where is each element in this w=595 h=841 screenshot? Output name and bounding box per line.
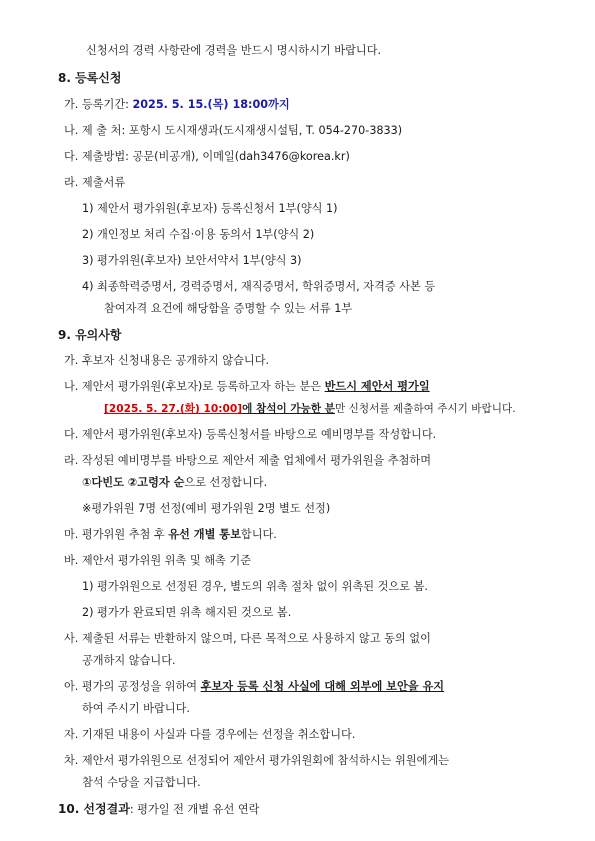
s9-a-line2: 하여 주시기 바랍니다. xyxy=(82,702,190,715)
s8-doc-2: 2) 개인정보 처리 수집·이용 동의서 1부(양식 2) xyxy=(82,228,315,241)
s9-ga: 가. 후보자 신청내용은 공개하지 않습니다. xyxy=(64,354,270,367)
s9-sa-line1: 사. 제출된 서류는 반환하지 않으며, 다른 목적으로 사용하지 않고 동의 없이 xyxy=(64,632,431,645)
s8-method: 다. 제출방법: 공문(비공개), 이메일(dah3476@korea.kr) xyxy=(64,150,350,163)
s9-ja: 자. 기재된 내용이 사실과 다를 경우에는 선정을 취소합니다. xyxy=(64,728,356,741)
s8-doc-1: 1) 제안서 평가위원(후보자) 등록신청서 1부(양식 1) xyxy=(82,202,338,215)
s9-note: ※평가위원 7명 선정(예비 평가위원 2명 별도 선정) xyxy=(82,502,331,515)
section-8-title: 8. 등록신청 xyxy=(58,71,122,85)
s8-doc-3: 3) 평가위원(후보자) 보안서약서 1부(양식 3) xyxy=(82,254,302,267)
s9-cha-line2: 참석 수당을 지급합니다. xyxy=(82,776,201,789)
s8-destination: 나. 제 출 처: 포항시 도시재생과(도시재생시설팀, T. 054-270-3833) xyxy=(64,124,403,137)
s9-na-line1: 나. 제안서 평가위원(후보자)로 등록하고자 하는 분은 반드시 제안서 평가일 xyxy=(64,380,430,393)
intro-text: 신청서의 경력 사항란에 경력을 반드시 명시하시기 바랍니다. xyxy=(86,44,382,57)
section-9-title: 9. 유의사항 xyxy=(58,328,122,342)
s9-na-line2: [2025. 5. 27.(화) 10:00]에 참석이 가능한 분만 신청서를 제출하여 주시기 바랍니다. xyxy=(104,403,516,415)
s8-doc-4-cont: 참여자격 요건에 해당함을 증명할 수 있는 서류 1부 xyxy=(104,302,353,315)
s9-da: 다. 제안서 평가위원(후보자) 등록신청서를 바탕으로 예비명부를 작성합니다. xyxy=(64,428,437,441)
s9-ma: 마. 평가위원 추첨 후 유선 개별 통보합니다. xyxy=(64,528,277,541)
s9-ra-line1: 라. 작성된 예비명부를 바탕으로 제안서 제출 업체에서 평가위원을 추첨하며 xyxy=(64,454,432,467)
s9-sa-line2: 공개하지 않습니다. xyxy=(82,654,176,667)
s8-period: 가. 등록기간: 2025. 5. 15.(목) 18:00까지 xyxy=(64,98,290,111)
section-10: 10. 선정결과: 평가일 전 개별 유선 연락 xyxy=(58,802,260,816)
s8-docs-title: 라. 제출서류 xyxy=(64,176,126,189)
s9-ba-1: 1) 평가위원으로 선정된 경우, 별도의 위촉 절차 없이 위촉된 것으로 봄. xyxy=(82,580,428,593)
s9-ba: 바. 제안서 평가위원 위촉 및 해촉 기준 xyxy=(64,554,252,567)
s9-a-line1: 아. 평가의 공정성을 위하여 후보자 등록 신청 사실에 대해 외부에 보안을 유지 xyxy=(64,680,445,693)
s8-doc-4: 4) 최종학력증명서, 경력증명서, 재직증명서, 학위증명서, 자격증 사본 등 xyxy=(82,280,436,293)
s9-cha-line1: 차. 제안서 평가위원으로 선정되어 제안서 평가위원회에 참석하시는 위원에게는 xyxy=(64,754,450,767)
s9-ba-2: 2) 평가가 완료되면 위촉 해지된 것으로 봄. xyxy=(82,606,292,619)
s9-ra-line2: ①다빈도 ②고령자 순으로 선정합니다. xyxy=(82,476,268,489)
